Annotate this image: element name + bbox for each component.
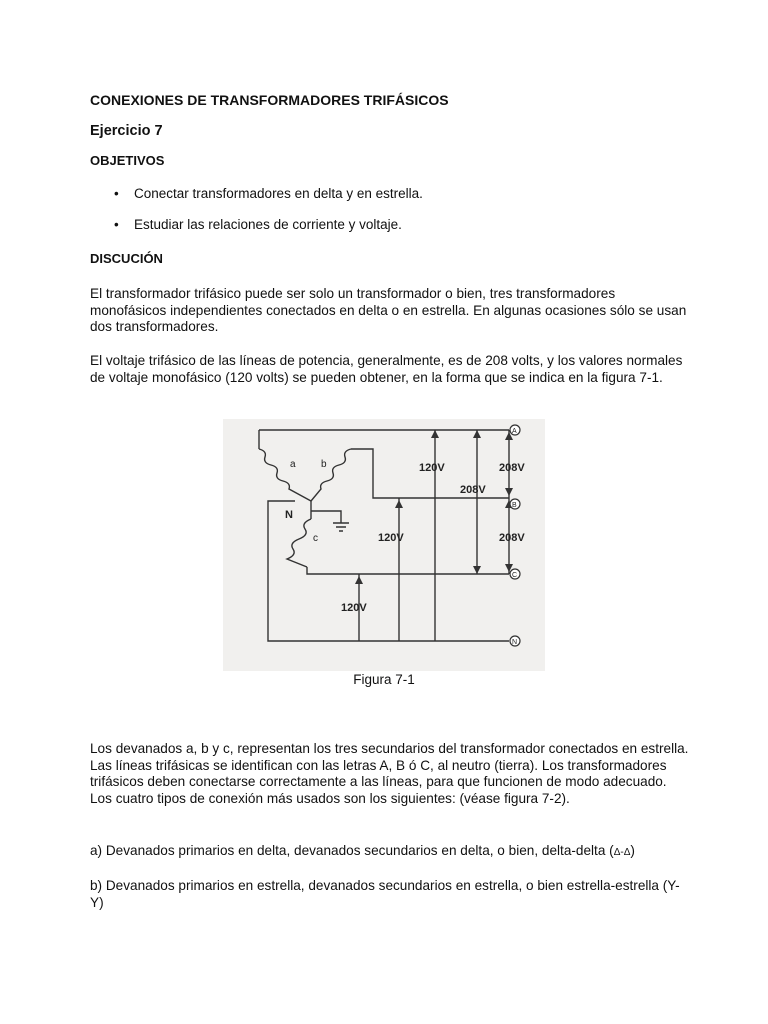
voltage-label: 120V [419,462,445,474]
paragraph: El voltaje trifásico de las líneas de potencia, generalmente, es de 208 volts, y los valores normales de voltaje monofásico (120 volts) se pueden obtener, en la forma que se indica en la figura 7-1. [90,353,683,385]
list-item-a [90,843,690,862]
paragraph: Los devanados a, b y c, representan los tres secundarios del transformador conectados en estrella. Las líneas trifásicas se identifican con las letras A, B ó C, al neutro (tierra). Los transformadores trifásicos deben conectarse correctamente a las líneas, para que funcionen de modo adecuado. Los cuatro tipos de conexión más usados son los siguientes: (véase figura 7-2). [90,741,689,806]
paragraph: El transformador trifásico puede ser solo un transformador o bien, tres transformadores monofásicos independientes conectados en delta o en estrella. En algunas ocasiones sólo se usan dos transformadores. [90,286,687,334]
terminal-label: A [512,428,517,435]
objectives-heading: OBJETIVOS [90,153,165,168]
voltage-label: 208V [499,532,525,544]
circuit-diagram [223,419,545,671]
voltage-label: 120V [378,532,404,544]
objectives-list [90,185,423,247]
discussion-heading: DISCUCIÓN [90,251,163,266]
list-item [90,216,423,247]
bullet-icon: • [114,186,119,201]
list-item-b: b) Devanados primarios en estrella, devanados secundarios en estrella, o bien estrella-estrella (Y-Y) [90,878,680,910]
exercise-heading: Ejercicio 7 [90,123,163,139]
winding-label: a [290,459,296,470]
objective-text: Conectar transformadores en delta y en estrella. [134,186,423,201]
delta-delta-symbol: Δ-Δ [613,847,631,858]
terminal-label: C [512,572,518,579]
item-a-end: ) [630,843,635,858]
neutral-label: N [285,509,293,521]
winding-label: b [321,459,327,470]
bullet-icon: • [114,217,119,232]
voltage-label: 208V [460,484,486,496]
document-title: CONEXIONES DE TRANSFORMADORES TRIFÁSICOS [90,92,449,108]
voltage-label: 120V [341,602,367,614]
figure-7-1-diagram [223,419,545,671]
voltage-label: 208V [499,462,525,474]
winding-label: c [313,533,318,544]
terminal-label: N [512,639,518,646]
objective-text: Estudiar las relaciones de corriente y voltaje. [134,217,402,232]
list-item [90,185,423,216]
item-a-text: a) Devanados primarios en delta, devanados secundarios en delta, o bien, delta-delta ( [90,843,614,858]
figure-caption: Figura 7-1 [353,672,415,687]
terminal-label: B [512,502,517,509]
